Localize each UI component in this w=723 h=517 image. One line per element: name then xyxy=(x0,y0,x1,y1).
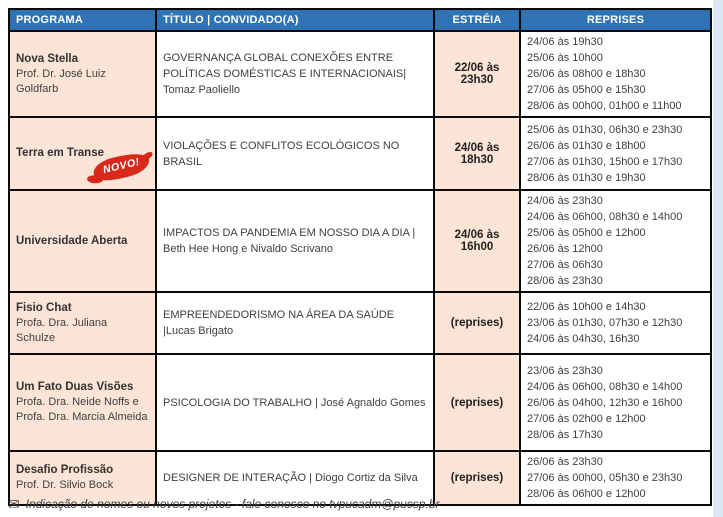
reprise-line: 27/06 às 01h30, 15h00 e 17h30 xyxy=(527,155,683,168)
reprise-line: 25/06 às 01h30, 06h30 e 23h30 xyxy=(527,123,683,136)
reprise-line: 27/06 às 02h00 e 12h00 xyxy=(527,412,646,425)
reprise-line: 27/06 às 06h30 xyxy=(527,259,603,271)
program-name: Nova Stella xyxy=(16,52,78,65)
reprise-line: 25/06 às 10h00 xyxy=(527,52,603,64)
estreia-cell: (reprises) xyxy=(434,451,520,505)
novo-badge: NOVO! xyxy=(91,150,152,184)
reprises-cell xyxy=(520,31,711,117)
program-name: Fisio Chat xyxy=(16,301,72,314)
estreia-cell: (reprises) xyxy=(434,354,520,451)
reprise-line: 24/06 às 06h00, 08h30 e 14h00 xyxy=(527,211,683,223)
reprise-line: 27/06 às 00h00, 05h30 e 23h30 xyxy=(527,472,683,484)
program-name: Desafio Profissão xyxy=(16,464,114,476)
program-host: Profa. Dra. Neide Noffs e xyxy=(16,396,139,408)
table-row xyxy=(9,190,711,292)
reprise-line: 27/06 às 05h00 e 15h30 xyxy=(527,84,646,96)
titulo-convidado-cell: DESIGNER DE INTERAÇÃO | Diogo Cortiz da Silva xyxy=(156,451,434,505)
reprise-line: 28/06 às 06h00 e 12h00 xyxy=(527,488,646,500)
reprise-line: 28/06 às 23h30 xyxy=(527,275,603,287)
col-header-titulo-convidado: TÍTULO | CONVIDADO(A) xyxy=(156,9,434,31)
reprises-cell xyxy=(520,292,711,354)
reprises-cell xyxy=(520,354,711,451)
estreia-cell: 22/06 às 23h30 xyxy=(434,31,520,117)
reprise-line: 24/06 às 06h00, 08h30 e 14h00 xyxy=(527,380,683,393)
estreia-cell: 24/06 às 16h00 xyxy=(434,190,520,292)
estreia-cell: 24/06 às 18h30 xyxy=(434,117,520,190)
titulo-convidado-cell: VIOLAÇÕES E CONFLITOS ECOLÓGICOS NO BRASIL xyxy=(156,117,434,190)
envelope-icon: ✉ xyxy=(8,496,20,512)
titulo-convidado-cell: GOVERNANÇA GLOBAL CONEXÕES ENTRE POLÍTICAS DOMÉSTICAS E INTERNACIONAIS| Tomaz Paoliello xyxy=(156,31,434,117)
program-host: Prof. Dr. José Luiz Goldfarb xyxy=(16,67,106,95)
reprise-line: 23/06 às 23h30 xyxy=(527,364,603,377)
program-host: Profa. Dra. Juliana Schulze xyxy=(16,316,108,344)
program-name: Universidade Aberta xyxy=(16,234,128,247)
programa-cell xyxy=(9,117,156,190)
programa-cell xyxy=(9,292,156,354)
reprise-line: 28/06 às 17h30 xyxy=(527,428,603,441)
col-header-reprises: REPRISES xyxy=(520,9,711,31)
table-row xyxy=(9,292,711,354)
reprises-cell xyxy=(520,117,711,190)
table-row xyxy=(9,31,711,117)
titulo-convidado-cell: IMPACTOS DA PANDEMIA EM NOSSO DIA A DIA | Beth Hee Hong e Nivaldo Scrivano xyxy=(156,190,434,292)
program-host: Profa. Dra. Marcia Almeida xyxy=(16,411,148,423)
reprise-line: 28/06 às 01h30 e 19h30 xyxy=(527,171,646,184)
program-name: Terra em Transe xyxy=(16,147,105,159)
col-header-estreia: ESTRÉIA xyxy=(434,9,520,31)
reprise-line: 23/06 às 01h30, 07h30 e 12h30 xyxy=(527,317,683,329)
reprise-line: 26/06 às 04h00, 12h30 e 16h00 xyxy=(527,396,683,409)
programa-cell xyxy=(9,354,156,451)
reprise-line: 28/06 às 00h00, 01h00 e 11h00 xyxy=(527,100,682,112)
programa-cell xyxy=(9,31,156,117)
header-row xyxy=(9,9,711,31)
reprises-cell xyxy=(520,190,711,292)
page-edge-strip xyxy=(713,0,723,517)
titulo-convidado-cell: PSICOLOGIA DO TRABALHO | José Agnaldo Gomes xyxy=(156,354,434,451)
footer-note xyxy=(8,497,708,511)
reprise-line: 26/06 às 12h00 xyxy=(527,243,603,255)
table-row xyxy=(9,354,711,451)
programa-cell xyxy=(9,190,156,292)
reprise-line: 24/06 às 19h30 xyxy=(527,36,603,48)
reprise-line: 24/06 às 23h30 xyxy=(527,195,603,207)
program-host: Prof. Dr. Silvio Bock xyxy=(16,479,114,491)
col-header-programa: PROGRAMA xyxy=(9,9,156,31)
footer-text: Indicação de nomes ou novos projetos - fale conosco no tvpucadm@pucsp.br xyxy=(25,497,440,511)
reprise-line: 24/06 às 04h30, 16h30 xyxy=(527,333,640,345)
reprise-line: 25/06 às 05h00 e 12h00 xyxy=(527,227,646,239)
table-row xyxy=(9,117,711,190)
reprise-line: 22/06 às 10h00 e 14h30 xyxy=(527,301,646,313)
tv-schedule-table xyxy=(8,8,712,506)
reprise-line: 26/06 às 08h00 e 18h30 xyxy=(527,68,646,80)
reprise-line: 26/06 às 01h30 e 18h00 xyxy=(527,139,646,152)
reprise-line: 26/06 às 23h30 xyxy=(527,456,603,468)
titulo-convidado-cell: EMPREENDEDORISMO NA ÁREA DA SAÚDE |Lucas Brigato xyxy=(156,292,434,354)
program-name: Um Fato Duas Visões xyxy=(16,381,134,393)
estreia-cell: (reprises) xyxy=(434,292,520,354)
